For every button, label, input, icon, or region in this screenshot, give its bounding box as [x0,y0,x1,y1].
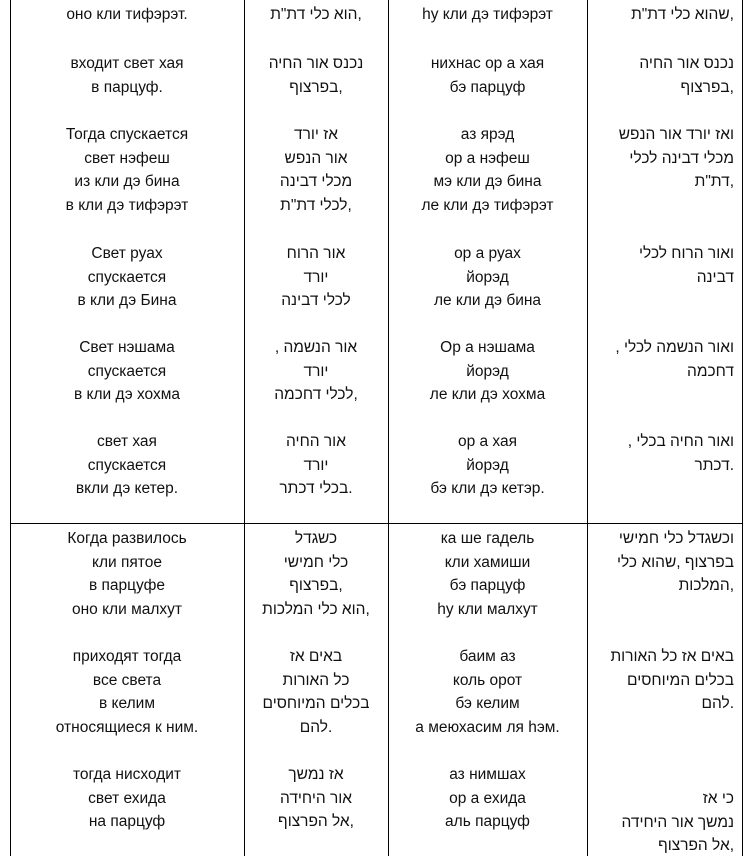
russian-line: оно кли тифэрэт. [66,6,188,23]
hebrew-line: נכנס אור החיה [268,55,364,72]
hebrew-line: באים אז [289,648,343,665]
hebrew-full-line: באים אז כל האורות [610,648,734,665]
transliteration-line: ка ше гадель [440,530,535,547]
transliteration-line: Ор а нэшама [440,339,535,356]
column-russian [10,0,244,856]
russian-line: в келим [99,695,155,713]
russian-line: Свет нэшама [79,339,175,356]
transliteration-line: йорэд [466,362,509,380]
russian-line: относящиеся к ним. [55,719,199,737]
hebrew-full-line: בכלים המיוחסים [627,671,734,689]
transliteration-line: кли хамиши [444,553,531,571]
transliteration-line: мэ кли дэ бина [433,173,542,191]
russian-line: оно кли малхут [72,601,182,619]
hebrew-line: ,לכלי דת"ת [280,197,352,215]
hebrew-line: כשגדל [294,530,338,547]
transliteration-line: hу кли дэ тифэрэт [422,6,553,23]
hebrew-line: כלי חמישי [283,553,349,571]
column-hebrew-full [587,0,742,856]
transliteration-line: аз нимшах [449,766,526,783]
hebrew-line: לכלי דבינה [281,292,351,310]
transliteration-line: ор а нэфеш [445,149,530,167]
transliteration-line: йорэд [466,268,509,286]
hebrew-line: ,בפרצוף [289,78,343,96]
hebrew-line: ,הוא כלי דת"ת [270,6,362,23]
russian-line: свет ехида [88,789,166,807]
hebrew-line: אור הנפש [284,149,348,167]
transliteration-line: ор а хая [457,433,518,450]
hebrew-line: ,הוא כלי המלכות [262,601,370,619]
russian-line: спускается [87,268,167,286]
transliteration-line: hу кли малхут [437,601,538,619]
russian-line: в парцуф. [91,78,163,96]
russian-line: спускается [87,456,167,474]
hebrew-full-line: ואור הנשמה לכלי , [615,339,734,356]
transliteration-line: ор а ехида [449,789,526,807]
transliteration-line: бэ кли дэ кетэр. [430,480,545,498]
transliteration-line: ле кли дэ хохма [429,386,546,404]
transliteration-line: бэ парцуф [449,577,526,595]
hebrew-line: אור הרוח [286,245,346,262]
hebrew-line: אז יורד [294,126,338,143]
russian-line: в кли дэ хохма [74,386,180,404]
transliteration-line: а меюхасим ля hэм. [415,719,560,737]
hebrew-line: ,אל הפרצוף [278,813,354,831]
transliteration-line: нихнас ор а хая [430,55,545,72]
transliteration-line: аз ярэд [460,126,515,143]
transliteration-line: ле кли дэ тифэрэт [421,197,554,215]
hebrew-full-line: וכשגדל כלי חמישי [618,530,734,547]
hebrew-line: אור הנשמה , [274,339,358,356]
hebrew-full-line: כי אז [702,790,734,807]
russian-line: все света [92,671,162,689]
transliteration-line: ле кли дэ бина [433,292,542,310]
hebrew-line: .להם [299,719,333,737]
transliteration-line: аль парцуф [445,813,530,831]
russian-line: в кли дэ тифэрэт [65,197,189,215]
hebrew-full-line: ואור החיה בכלי , [627,433,734,450]
russian-line: в парцуфе [88,577,165,595]
hebrew-line: יורד [303,456,329,474]
hebrew-full-line: דחכמה [687,362,734,380]
hebrew-full-line: ,אל הפרצוף [658,837,734,855]
hebrew-line: אור החיה [286,433,346,450]
russian-line: свет хая [97,433,157,450]
russian-line: Свет руах [91,245,163,262]
transliteration-line: йорэд [466,456,509,474]
russian-line: свет нэфеш [84,149,170,167]
hebrew-full-line: ,המלכות [678,577,734,595]
hebrew-full-line: נמשך אור היחידה [621,813,734,831]
hebrew-full-line: מכלי דבינה לכלי [629,149,734,167]
russian-line: в кли дэ Бина [77,292,177,310]
russian-line: Когда развилось [67,530,187,547]
transliteration-line: коль орот [452,671,523,689]
transliteration-line: бэ парцуф [449,78,526,96]
russian-line: из кли дэ бина [74,173,180,191]
russian-line: кли пятое [92,553,162,571]
russian-line: тогда нисходит [72,766,182,783]
hebrew-full-line: בפרצוף ,שהוא כלי [616,553,734,571]
column-transliteration [388,0,587,856]
transliteration-line: ор а руах [454,245,521,262]
hebrew-full-line: ,בפרצוף [680,78,734,96]
hebrew-full-line: נכנס אור החיה [639,55,734,72]
russian-line: спускается [87,362,167,380]
hebrew-full-line: .להם [701,695,734,713]
hebrew-line: בכלים המיוחסים [262,695,370,713]
hebrew-line: ,לכלי דחכמה [274,386,358,404]
hebrew-line: יורד [303,362,329,380]
hebrew-line: אז נמשך [288,766,344,783]
russian-line: входит свет хая [70,55,184,72]
hebrew-line: ,בפרצוף [289,577,343,595]
hebrew-line: כל האורות [282,671,350,689]
column-hebrew [244,0,388,856]
hebrew-full-line: ואז יורד אור הנפש [618,126,734,143]
hebrew-line: אור היחידה [279,789,353,807]
hebrew-line: יורד [303,268,329,286]
russian-line: на парцуф [88,813,166,831]
table-border-right [742,0,743,856]
hebrew-full-line: ,שהוא כלי דת"ת [631,6,734,23]
hebrew-full-line: דבינה [696,268,734,286]
transliteration-line: бэ келим [455,695,520,713]
hebrew-line: .בכלי דכתר [279,480,353,498]
hebrew-full-line: ואור הרוח לכלי [639,245,734,262]
russian-line: Тогда спускается [65,126,189,143]
hebrew-full-line: ,דת"ת [694,173,734,191]
hebrew-line: מכלי דבינה [279,173,353,191]
transliteration-line: баим аз [459,648,516,665]
hebrew-full-line: .דכתר [694,456,734,474]
russian-line: приходят тогда [72,648,182,665]
russian-line: вкли дэ кетер. [75,480,179,498]
